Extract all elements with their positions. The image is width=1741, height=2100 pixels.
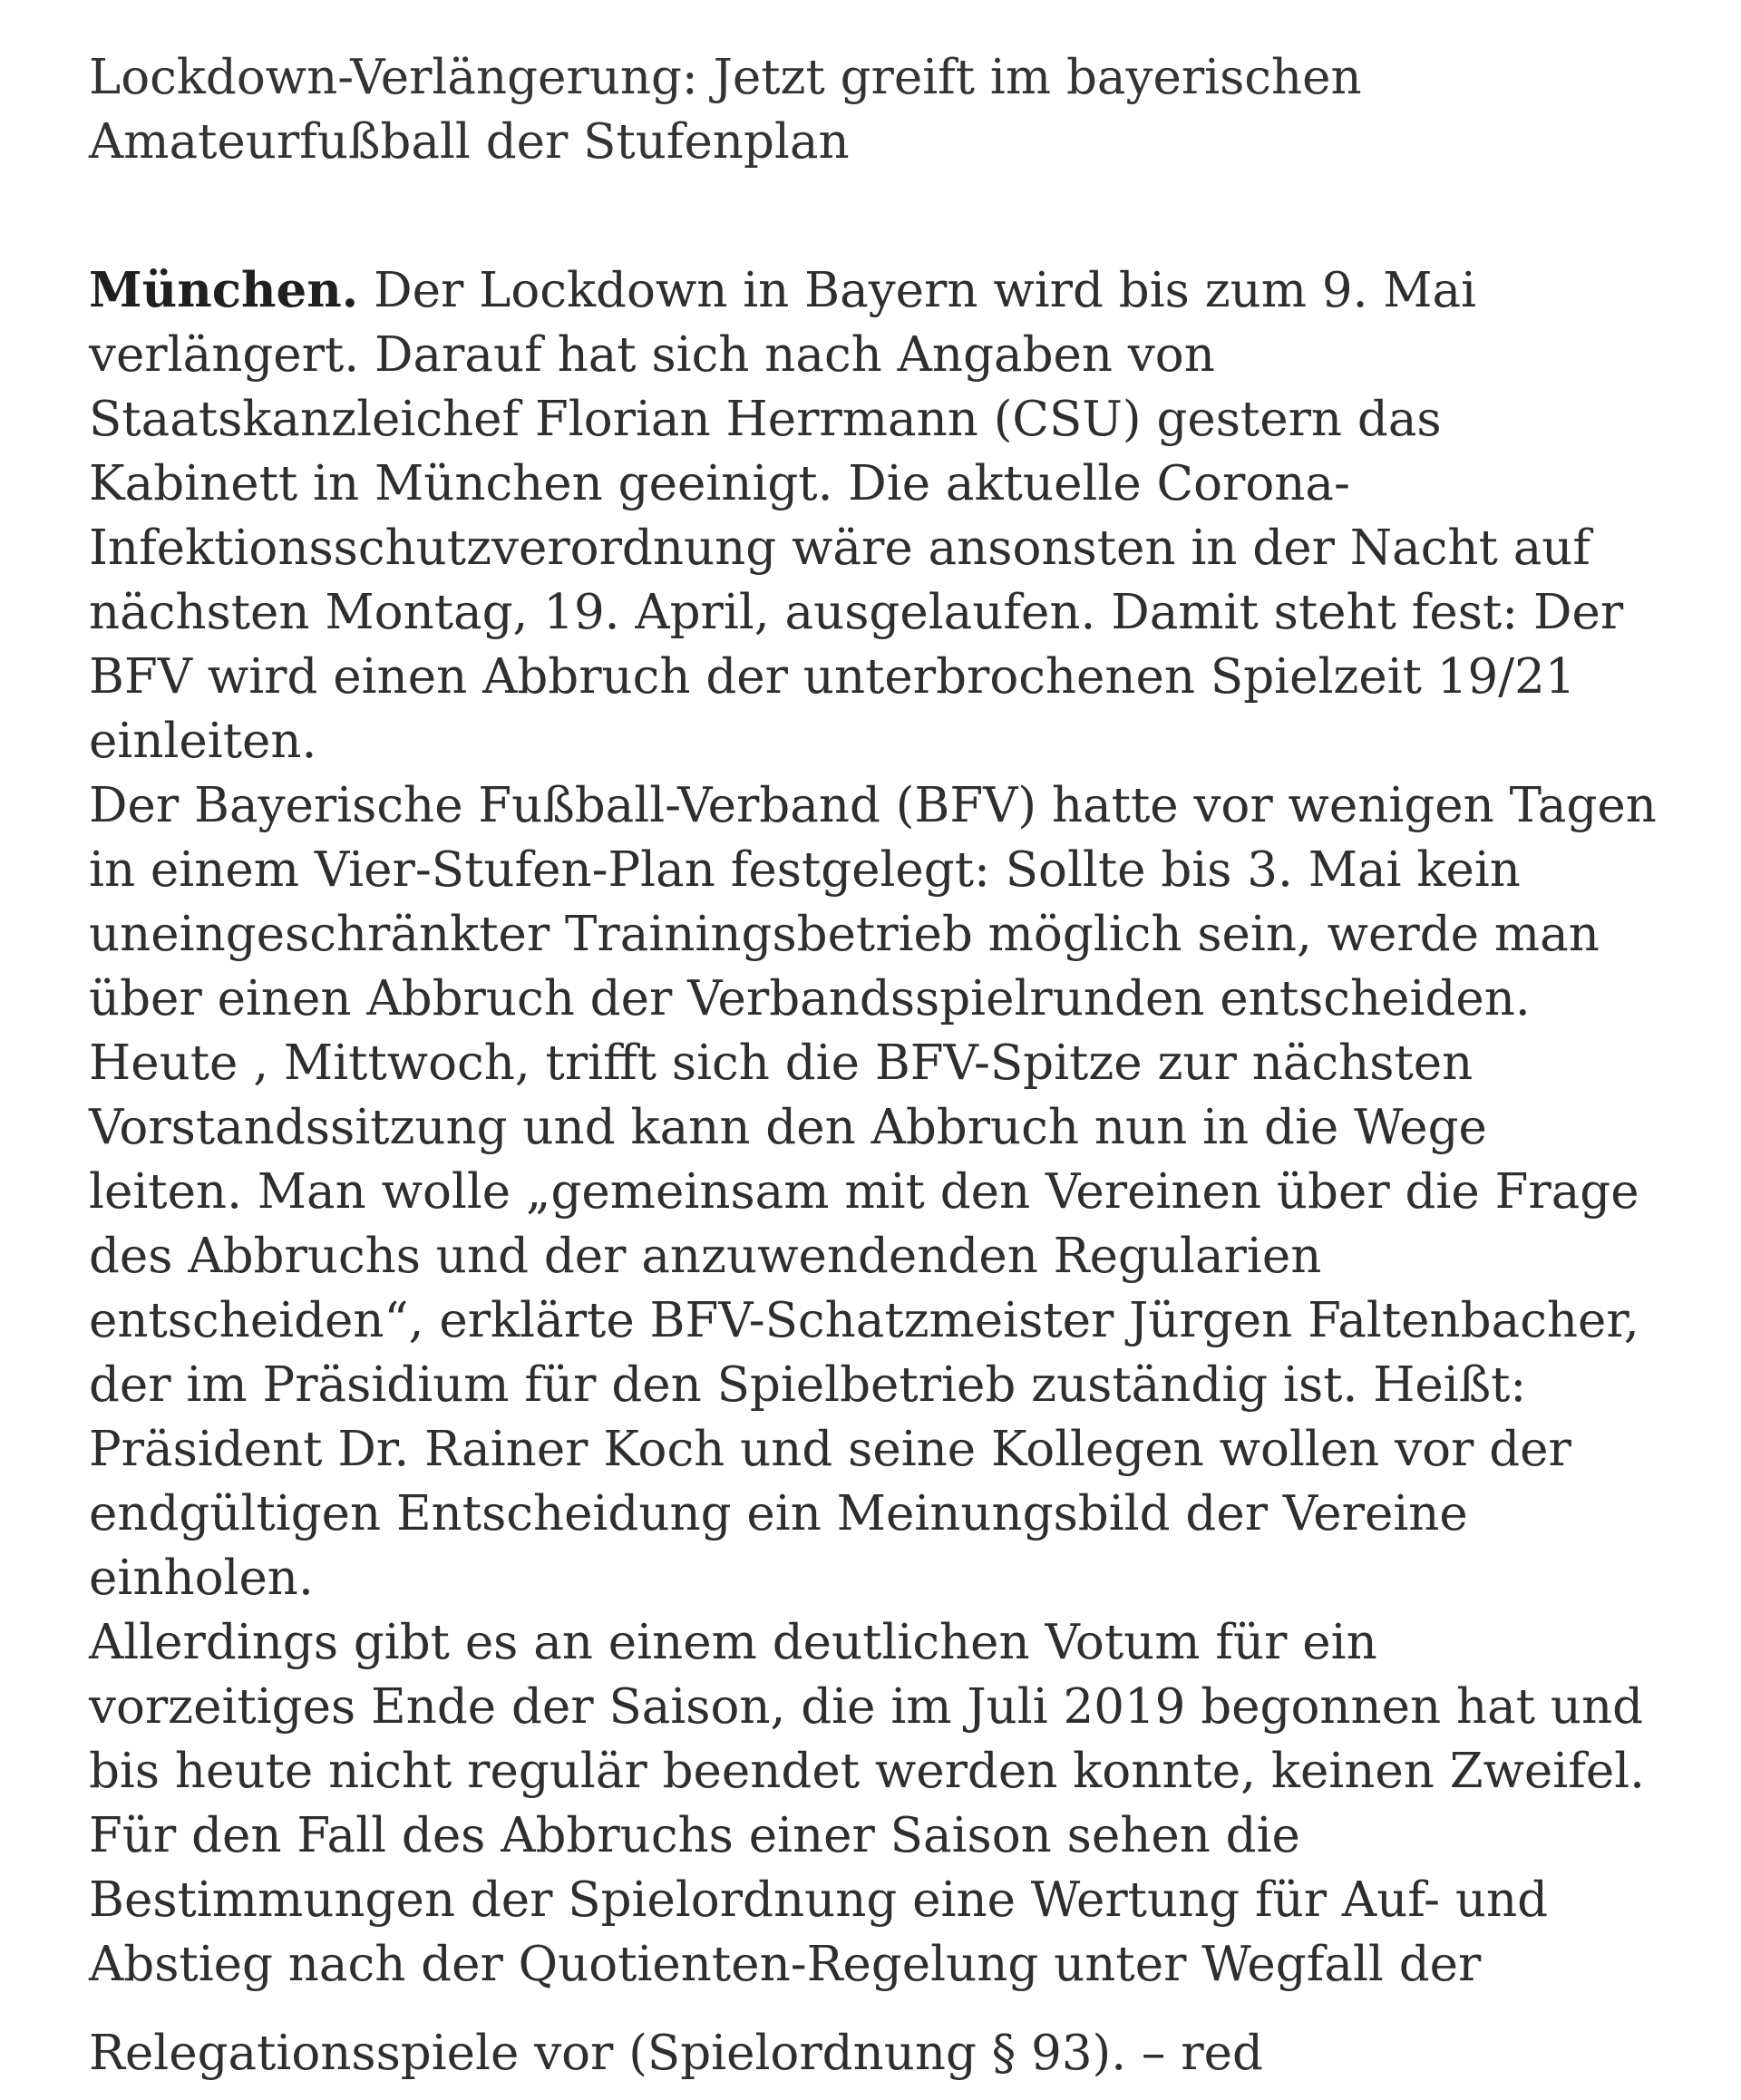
- text-line: endgültigen Entscheidung ein Meinungsbild der Vereine: [89, 1486, 1468, 1541]
- paragraph-2: [89, 773, 1703, 1610]
- paragraph-3: [89, 1610, 1703, 2085]
- text-line: Vorstandssitzung und kann den Abbruch nun in die Wege: [89, 1100, 1487, 1155]
- text-line: des Abbruchs und der anzuwendenden Regularien: [89, 1229, 1322, 1284]
- text-line-content: Der Lockdown in Bayern wird bis zum 9. Mai: [374, 263, 1477, 318]
- text-line: vorzeitiges Ende der Saison, die im Juli 2019 begonnen hat und: [89, 1679, 1644, 1735]
- text-line: nächsten Montag, 19. April, ausgelaufen. Damit steht fest: Der: [89, 585, 1624, 640]
- text-line: einholen.: [89, 1551, 314, 1606]
- text-line: Der Bayerische Fußball-Verband (BFV) hatte vor wenigen Tagen: [89, 778, 1657, 833]
- text-line: der im Präsidium für den Spielbetrieb zuständig ist. Heißt:: [89, 1357, 1527, 1413]
- headline-line: Lockdown-Verlängerung: Jetzt greift im bayerischen: [89, 50, 1362, 105]
- headline-line: Amateurfußball der Stufenplan: [89, 114, 850, 170]
- dateline: München.: [89, 262, 359, 318]
- article-body: [89, 258, 1703, 2085]
- text-line: uneingeschränkter Trainingsbetrieb möglich sein, werde man: [89, 907, 1600, 962]
- text-line: Für den Fall des Abbruchs einer Saison sehen die: [89, 1808, 1300, 1863]
- text-line: entscheiden“, erklärte BFV-Schatzmeister Jürgen Faltenbacher,: [89, 1293, 1639, 1348]
- text-line: einleiten.: [89, 714, 317, 769]
- text-line: Präsident Dr. Rainer Koch und seine Kollegen wollen vor der: [89, 1422, 1571, 1477]
- text-line: Allerdings gibt es an einem deutlichen Votum für ein: [89, 1615, 1377, 1670]
- text-line: [89, 258, 1703, 323]
- text-line: BFV wird einen Abbruch der unterbrochenen Spielzeit 19/21: [89, 649, 1576, 705]
- headline: [89, 45, 1685, 174]
- text-line: Abstieg nach der Quotienten-Regelung unter Wegfall der: [89, 1937, 1482, 1992]
- text-line: Bestimmungen der Spielordnung eine Wertung für Auf- und: [89, 1872, 1549, 1928]
- text-line: leiten. Man wolle „gemeinsam mit den Vereinen über die Frage: [89, 1164, 1639, 1220]
- text-line: verlängert. Darauf hat sich nach Angaben von: [89, 327, 1215, 383]
- text-line: in einem Vier-Stufen-Plan festgelegt: Sollte bis 3. Mai kein: [89, 842, 1521, 898]
- text-line: Heute , Mittwoch, trifft sich die BFV-Spitze zur nächsten: [89, 1035, 1474, 1091]
- closing-line: Relegationsspiele vor (Spielordnung § 93). – red: [89, 2026, 1263, 2081]
- text-line: Infektionsschutzverordnung wäre ansonsten in der Nacht auf: [89, 520, 1591, 576]
- paragraph-1: [89, 258, 1703, 773]
- text-line: Staatskanzleichef Florian Herrmann (CSU) gestern das: [89, 392, 1442, 447]
- text-line: bis heute nicht regulär beendet werden konnte, keinen Zweifel.: [89, 1744, 1646, 1799]
- headline-block: [89, 45, 1685, 174]
- text-line: über einen Abbruch der Verbandsspielrunden entscheiden.: [89, 971, 1531, 1026]
- text-line: Kabinett in München geeinigt. Die aktuelle Corona-: [89, 456, 1350, 511]
